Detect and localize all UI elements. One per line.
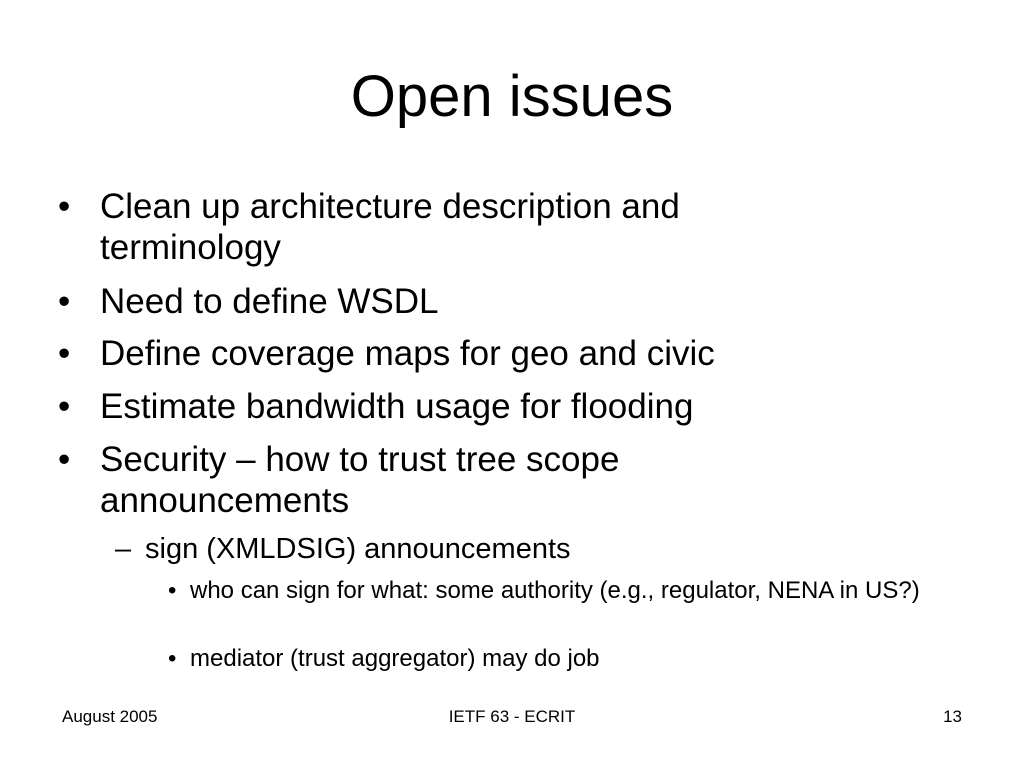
bullet-item-5 bbox=[58, 439, 720, 521]
sub-sub-bullet-text: mediator (trust aggregator) may do job bbox=[190, 645, 600, 672]
footer-date: August 2005 bbox=[62, 707, 158, 726]
bullet-icon: • bbox=[58, 440, 71, 479]
slide-title: Open issues bbox=[350, 64, 674, 129]
bullet-item-2 bbox=[58, 281, 960, 322]
bullet-item-text: Need to define WSDL bbox=[100, 282, 439, 321]
bullet-icon: • bbox=[58, 334, 71, 373]
footer-page-number: 13 bbox=[943, 707, 962, 726]
bullet-item-text: Clean up architecture description and terminology bbox=[100, 187, 680, 267]
bullet-item-1 bbox=[58, 186, 800, 268]
bullet-item-3 bbox=[58, 333, 960, 374]
bullet-item-text: Define coverage maps for geo and civic bbox=[100, 334, 715, 373]
sub-sub-bullet-text: who can sign for what: some authority (e.g., regulator, NENA in US?) bbox=[190, 577, 920, 604]
bullet-item-text: Security – how to trust tree scope announcements bbox=[100, 440, 620, 520]
sub-sub-bullet-item-2 bbox=[168, 643, 970, 674]
sub-sub-bullet-item-1 bbox=[168, 575, 970, 606]
bullet-icon: • bbox=[58, 187, 71, 226]
bullet-item-text: Estimate bandwidth usage for flooding bbox=[100, 387, 694, 426]
dash-icon: – bbox=[115, 533, 132, 565]
footer-center-label: IETF 63 - ECRIT bbox=[448, 707, 576, 726]
sub-bullet-item bbox=[115, 532, 965, 566]
bullet-icon: • bbox=[58, 387, 71, 426]
bullet-item-4 bbox=[58, 386, 960, 427]
bullet-icon: • bbox=[168, 577, 177, 604]
sub-bullet-text: sign (XMLDSIG) announcements bbox=[145, 533, 571, 565]
bullet-icon: • bbox=[58, 282, 71, 321]
bullet-icon: • bbox=[168, 645, 177, 672]
